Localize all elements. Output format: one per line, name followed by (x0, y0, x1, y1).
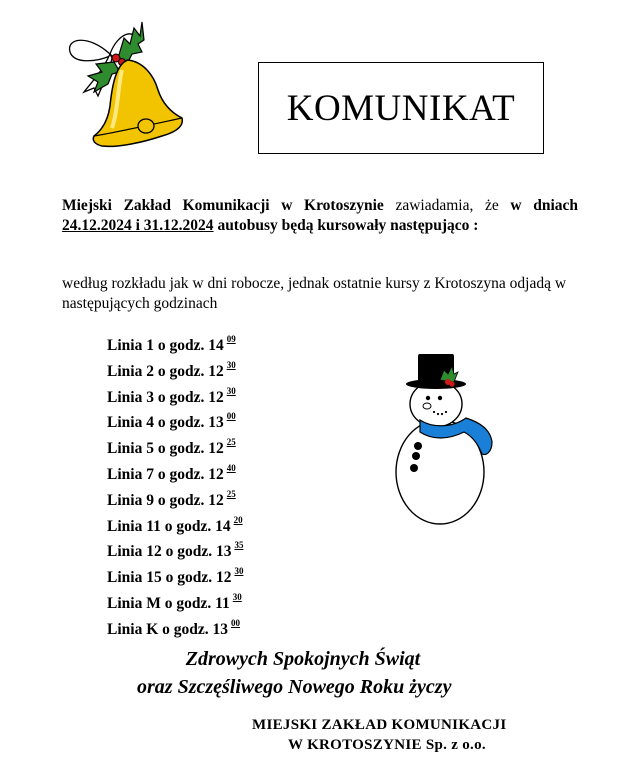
greeting-text-1: Zdrowych Spokojnych Świąt (185, 648, 421, 670)
schedule-row (107, 614, 243, 640)
schedule-minutes: 30 (234, 566, 244, 577)
schedule-row (107, 588, 243, 614)
schedule-row (107, 562, 243, 588)
schedule-minutes: 25 (226, 437, 236, 448)
schedule-row (107, 356, 243, 382)
schedule-row (107, 459, 243, 485)
schedule-label: Linia 11 o godz. 14 (107, 517, 231, 535)
snowman-icon (392, 348, 500, 528)
schedule-minutes: 40 (226, 462, 236, 473)
schedule-label: Linia 9 o godz. 12 (107, 491, 224, 509)
schedule-row (107, 485, 243, 511)
notice-dates: 24.12.2024 i 31.12.2024 (62, 217, 214, 234)
notice-verb: zawiadamia, że (383, 197, 499, 214)
schedule-minutes: 09 (226, 334, 236, 344)
schedule-label: Linia 4 o godz. 13 (107, 414, 224, 432)
notice-body: według rozkładu jak w dni robocze, jednak ostatnie kursy z Krotoszyna odjadą w następujących godzinach (62, 275, 567, 312)
schedule-minutes: 00 (226, 411, 236, 422)
schedule-row (107, 382, 243, 408)
schedule-minutes: 30 (226, 359, 236, 370)
schedule-row (107, 536, 243, 562)
schedule-row (107, 511, 243, 537)
schedule-minutes: 30 (226, 385, 236, 396)
signature-line-2: W KROTOSZYNIE Sp. z o.o. (288, 737, 486, 753)
schedule-label: Linia 2 o godz. 12 (107, 362, 224, 380)
greeting-line-2: oraz Szczęśliwego Nowego Roku życzy (137, 676, 452, 698)
notice-intro (62, 196, 578, 236)
schedule-label: Linia K o godz. 13 (107, 620, 229, 638)
dates-prefix: w dniach (510, 197, 578, 214)
schedule-label: Linia 12 o godz. 13 (107, 543, 232, 561)
schedule-row (107, 407, 243, 433)
schedule-minutes: 00 (231, 617, 241, 628)
schedule-minutes: 30 (232, 591, 242, 602)
schedule-label: Linia M o godz. 11 (107, 594, 230, 612)
schedule-minutes: 35 (234, 540, 244, 551)
page-title: KOMUNIKAT (286, 87, 516, 129)
title-box (258, 62, 544, 154)
schedule-minutes: 20 (233, 514, 243, 525)
schedule-minutes: 25 (226, 488, 236, 499)
dates-suffix: autobusy będą kursowały następująco : (213, 217, 479, 234)
schedule-list (107, 330, 243, 640)
schedule-label: Linia 5 o godz. 12 (107, 440, 224, 458)
schedule-label: Linia 3 o godz. 12 (107, 388, 224, 406)
schedule-label: Linia 7 o godz. 12 (107, 465, 224, 483)
christmas-bell-icon (58, 14, 190, 150)
schedule-row (107, 330, 243, 356)
signature-line-1: MIEJSKI ZAKŁAD KOMUNIKACJI (252, 717, 507, 733)
schedule-label: Linia 1 o godz. 14 (107, 337, 224, 354)
schedule-row (107, 433, 243, 459)
greeting-line-1 (0, 648, 640, 671)
company-name: Miejski Zakład Komunikacji w Krotoszynie (62, 197, 384, 214)
schedule-label: Linia 15 o godz. 12 (107, 569, 232, 587)
